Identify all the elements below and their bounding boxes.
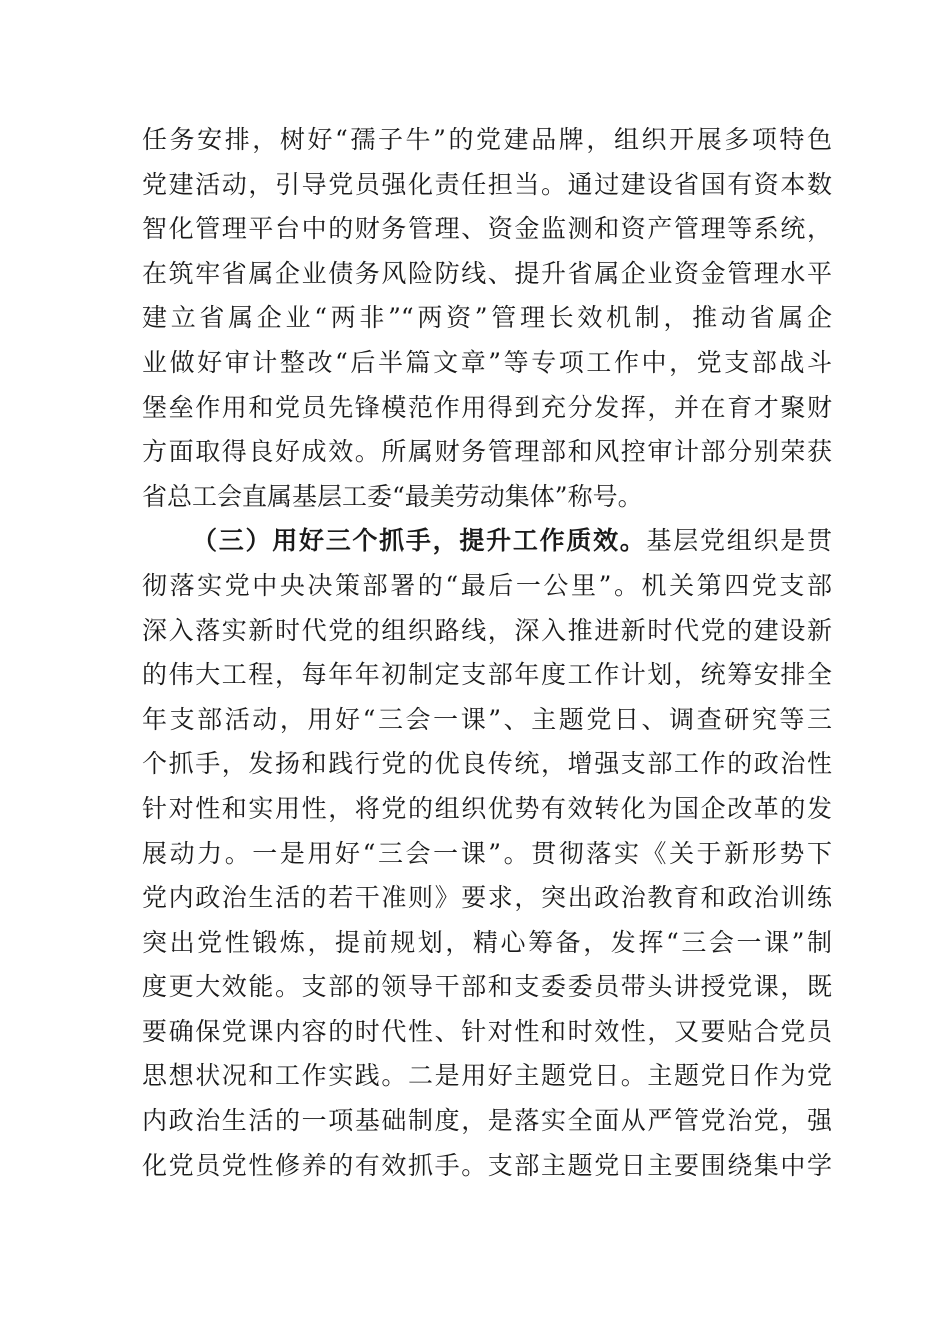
text-line: 深入落实新时代党的组织路线，深入推进新时代党的建设新 — [142, 615, 832, 645]
text-line: 堡垒作用和党员先锋模范作用得到充分发挥，并在育才聚财 — [142, 392, 832, 422]
text-line: 思想状况和工作实践。二是用好主题党日。主题党日作为党 — [142, 1061, 832, 1091]
text-line: 内政治生活的一项基础制度，是落实全面从严管党治党，强 — [142, 1106, 832, 1136]
body-text — [142, 118, 832, 1188]
text-line: 突出党性锻炼，提前规划，精心筹备，发挥“三会一课”制 — [142, 927, 832, 957]
text-line: 业做好审计整改“后半篇文章”等专项工作中，党支部战斗 — [142, 347, 832, 377]
text-line: 展动力。一是用好“三会一课”。贯彻落实《关于新形势下 — [142, 838, 832, 868]
text-run: 基层党组织是贯 — [646, 526, 832, 556]
text-line: 任务安排，树好“孺子牛”的党建品牌，组织开展多项特色 — [142, 125, 832, 154]
text-line: 智化管理平台中的财务管理、资金监测和资产管理等系统， — [142, 214, 832, 244]
text-line: 在筑牢省属企业债务风险防线、提升省属企业资金管理水平 — [142, 258, 832, 288]
text-line: 化党员党性修养的有效抓手。支部主题党日主要围绕集中学 — [142, 1150, 832, 1180]
text-line: 方面取得良好成效。所属财务管理部和风控审计部分别荣获 — [142, 437, 832, 467]
text-line: 个抓手，发扬和践行党的优良传统，增强支部工作的政治性 — [142, 749, 832, 779]
text-line: 的伟大工程，每年年初制定支部年度工作计划，统筹安排全 — [142, 660, 832, 690]
text-line: 建立省属企业“两非”“两资”管理长效机制，推动省属企 — [142, 303, 832, 333]
text-line: 彻落实党中央决策部署的“最后一公里”。机关第四党支部 — [142, 570, 832, 600]
section-heading-line — [142, 519, 832, 564]
section-heading: （三）用好三个抓手，提升工作质效。 — [192, 526, 647, 556]
text-line: 年支部活动，用好“三会一课”、主题党日、调查研究等三 — [142, 704, 832, 734]
text-line: 党建活动，引导党员强化责任担当。通过建设省国有资本数 — [142, 169, 832, 199]
text-line: 要确保党课内容的时代性、针对性和时效性，又要贴合党员 — [142, 1016, 832, 1046]
text-line: 党内政治生活的若干准则》要求，突出政治教育和政治训练 — [142, 883, 832, 913]
text-line: 针对性和实用性，将党的组织优势有效转化为国企改革的发 — [142, 793, 832, 823]
text-line: 度更大效能。支部的领导干部和支委委员带头讲授党课，既 — [142, 972, 832, 1002]
text-line: 省总工会直属基层工委“最美劳动集体”称号。 — [142, 481, 643, 511]
